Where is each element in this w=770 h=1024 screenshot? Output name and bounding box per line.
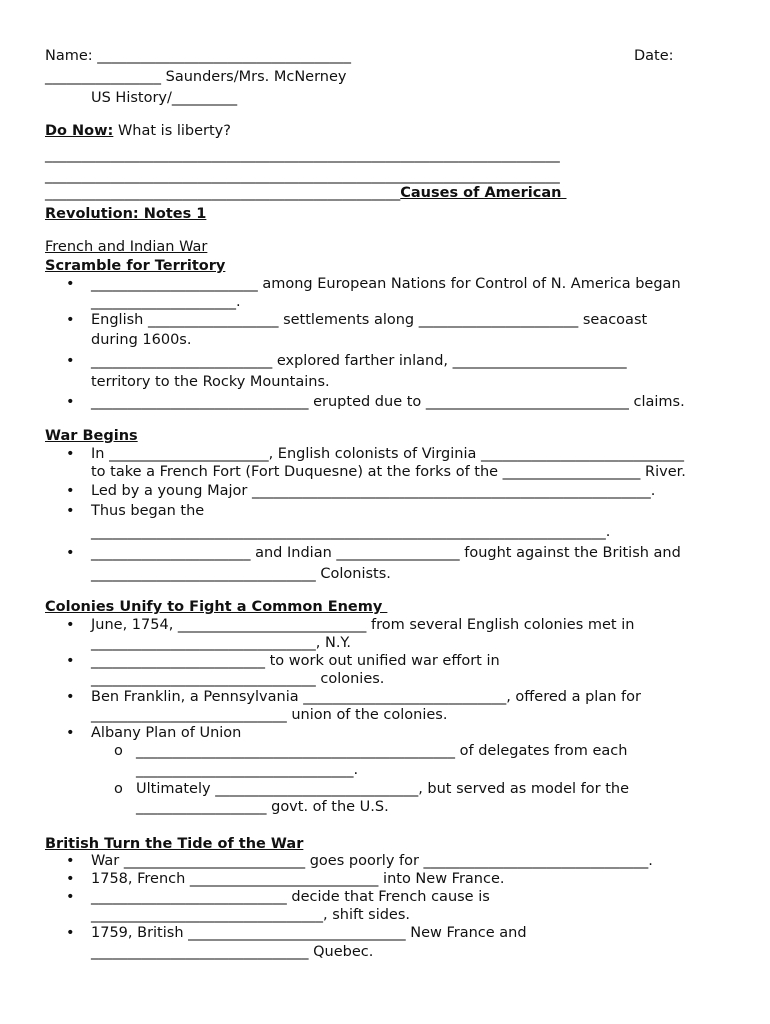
section-1-pre: French and Indian War [45, 239, 208, 255]
section-3-heading: Colonies Unify to Fight a Common Enemy [45, 599, 388, 615]
course-line: US History/_________ [91, 90, 238, 106]
bullet: • [66, 853, 75, 869]
s1-item-4: ______________________________ erupted due to ____________________________ claims. [91, 394, 685, 410]
s1-item-1: _______________________ among European Nations for Control of N. America began [91, 276, 681, 292]
sub-bullet: o [114, 781, 123, 797]
section-1-heading: Scramble for Territory [45, 258, 226, 274]
s3-item-1-cont: _______________________________, N.Y. [91, 635, 351, 651]
bullet: • [66, 353, 75, 369]
s2-item-3: Thus began the [91, 503, 205, 519]
s4-item-1: War _________________________ goes poorly for _______________________________. [91, 853, 653, 869]
s1-item-3-cont: territory to the Rocky Mountains. [91, 374, 330, 390]
sub-bullet: o [114, 743, 123, 759]
s2-item-3-cont: _______________________________________________________________________. [91, 524, 611, 540]
do-now-answer-line-3: _________________________________________________ [45, 185, 401, 201]
s3-item-4: Albany Plan of Union [91, 725, 242, 741]
s3-item-2: ________________________ to work out unified war effort in [91, 653, 500, 669]
bullet: • [66, 617, 75, 633]
bullet: • [66, 889, 75, 905]
s3-item-1: June, 1754, __________________________ from several English colonies met in [91, 617, 635, 633]
do-now-answer-line-2: _______________________________________________________________________ [45, 168, 560, 184]
s2-item-2: Led by a young Major _______________________________________________________. [91, 483, 656, 499]
s4-item-4: 1759, British ______________________________ New France and [91, 925, 527, 941]
bullet: • [66, 503, 75, 519]
s3-item-2-cont: _______________________________ colonies. [91, 671, 385, 687]
bullet: • [66, 276, 75, 292]
bullet: • [66, 446, 75, 462]
s2-item-1-cont: to take a French Fort (Fort Duquesne) at the forks of the ___________________ River. [91, 464, 686, 480]
s3-sub-item-2: Ultimately ____________________________, but served as model for the [136, 781, 629, 797]
s3-sub-item-1-cont: ______________________________. [136, 762, 359, 778]
s4-item-3-cont: ________________________________, shift sides. [91, 907, 411, 923]
name-line: Name: ___________________________________ [45, 48, 352, 64]
do-now-answer-line-1: _______________________________________________________________________ [45, 147, 560, 163]
s3-item-3-cont: ___________________________ union of the colonies. [91, 707, 448, 723]
s2-item-4: ______________________ and Indian _________________ fought against the British and [91, 545, 681, 561]
teacher-line: ________________ Saunders/Mrs. McNerney [45, 69, 347, 85]
s3-item-3: Ben Franklin, a Pennsylvania ____________________________, offered a plan for [91, 689, 641, 705]
s4-item-2: 1758, French __________________________ into New France. [91, 871, 505, 887]
s1-item-3: _________________________ explored farther inland, ________________________ [91, 353, 627, 369]
title-part-2: Revolution: Notes 1 [45, 206, 207, 222]
do-now-question: What is liberty? [113, 123, 231, 139]
s1-item-1-cont: ____________________. [91, 294, 241, 310]
do-now [45, 122, 231, 140]
s3-sub-item-2-cont: __________________ govt. of the U.S. [136, 799, 389, 815]
s2-item-1: In ______________________, English colonists of Virginia ____________________________ [91, 446, 684, 462]
title-line [45, 184, 567, 202]
bullet: • [66, 653, 75, 669]
bullet: • [66, 483, 75, 499]
s3-sub-item-1: ____________________________________________ of delegates from each [136, 743, 628, 759]
bullet: • [66, 725, 75, 741]
section-4-heading: British Turn the Tide of the War [45, 836, 304, 852]
s2-item-4-cont: _______________________________ Colonists. [91, 566, 391, 582]
bullet: • [66, 312, 75, 328]
s1-item-2: English __________________ settlements along ______________________ seacoast [91, 312, 648, 328]
bullet: • [66, 871, 75, 887]
s4-item-4-cont: ______________________________ Quebec. [91, 944, 374, 960]
date-label: Date: [634, 48, 674, 64]
title-part-1: Causes of American [400, 185, 567, 201]
s4-item-3: ___________________________ decide that French cause is [91, 889, 490, 905]
bullet: • [66, 545, 75, 561]
bullet: • [66, 925, 75, 941]
section-2-heading: War Begins [45, 428, 138, 444]
s1-item-2-cont: during 1600s. [91, 332, 192, 348]
bullet: • [66, 689, 75, 705]
do-now-label: Do Now: [45, 123, 114, 139]
bullet: • [66, 394, 75, 410]
